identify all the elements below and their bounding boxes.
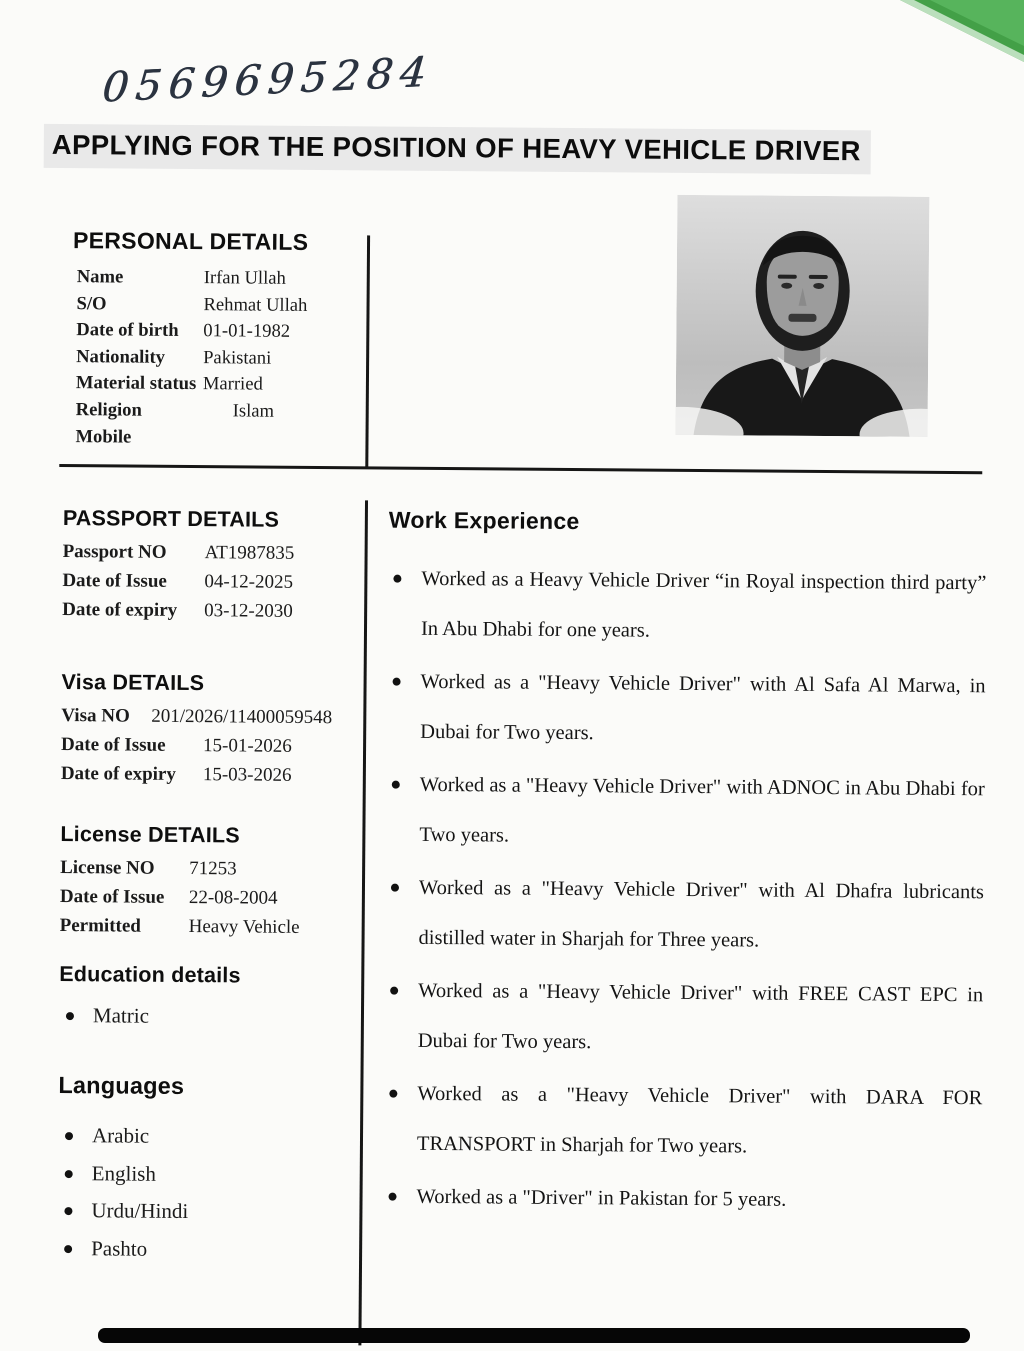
visa-details-section bbox=[61, 670, 374, 791]
field-row-license-permitted bbox=[60, 912, 372, 943]
horizontal-divider bbox=[59, 464, 982, 474]
document-title-text: APPLYING FOR THE POSITION OF HEAVY VEHICLE DRIVER bbox=[44, 124, 871, 174]
field-value: AT1987835 bbox=[204, 539, 294, 569]
education-item: Matric bbox=[59, 997, 371, 1037]
work-experience-heading: Work Experience bbox=[389, 507, 987, 539]
field-row-mobile bbox=[75, 424, 375, 453]
field-label: Date of Issue bbox=[62, 567, 204, 597]
work-experience-list bbox=[381, 554, 986, 1227]
work-experience-item: Worked as a "Heavy Vehicle Driver" with FREE CAST EPC in Dubai for Two years. bbox=[383, 966, 984, 1071]
field-row-visa-expiry bbox=[61, 760, 373, 791]
passport-details-section bbox=[62, 506, 375, 627]
license-details-heading: License DETAILS bbox=[60, 822, 372, 849]
right-brow bbox=[809, 275, 828, 279]
visa-details-heading: Visa DETAILS bbox=[61, 670, 373, 697]
scan-corner-artifact bbox=[900, 0, 1024, 62]
work-experience-item: Worked as a "Heavy Vehicle Driver" with DARA FOR TRANSPORT in Sharjah for Two years. bbox=[382, 1069, 983, 1174]
field-value: 03-12-2030 bbox=[204, 597, 293, 626]
field-value: Married bbox=[203, 372, 263, 399]
document-title bbox=[44, 124, 871, 174]
field-value: Pakistani bbox=[203, 345, 271, 372]
language-item: Pashto bbox=[57, 1230, 369, 1270]
field-value: Irfan Ullah bbox=[204, 265, 286, 292]
handwritten-phone-number: 0569695284 bbox=[100, 48, 435, 112]
scan-corner-graphic bbox=[900, 0, 1024, 62]
languages-section bbox=[57, 1072, 371, 1269]
applicant-photo bbox=[676, 195, 930, 437]
languages-heading: Languages bbox=[58, 1072, 370, 1101]
field-label: Visa NO bbox=[61, 702, 151, 732]
language-item: Urdu/Hindi bbox=[57, 1192, 369, 1232]
scan-edge-artifact bbox=[98, 1328, 970, 1343]
field-label: Date of birth bbox=[76, 317, 203, 345]
field-value: 201/2026/11400059548 bbox=[151, 703, 332, 733]
passport-details-heading: PASSPORT DETAILS bbox=[63, 506, 375, 533]
field-value: 71253 bbox=[189, 855, 237, 884]
field-row-visa-no bbox=[61, 702, 373, 733]
mustache bbox=[788, 314, 816, 322]
field-label: S/O bbox=[76, 291, 203, 319]
field-label: License NO bbox=[60, 854, 189, 884]
work-experience-item: Worked as a "Heavy Vehicle Driver" with Al Safa Al Marwa, in Dubai for Two years. bbox=[385, 657, 986, 762]
field-label: Mobile bbox=[75, 424, 202, 452]
field-label: Name bbox=[77, 264, 204, 292]
field-row-license-issue bbox=[60, 883, 372, 914]
field-label: Religion bbox=[76, 397, 203, 425]
field-row-passport-issue bbox=[62, 567, 374, 598]
field-value: 01-01-1982 bbox=[203, 318, 290, 345]
field-label: Passport NO bbox=[62, 538, 204, 568]
personal-details-heading: PERSONAL DETAILS bbox=[73, 227, 308, 256]
field-value: 22-08-2004 bbox=[189, 884, 278, 913]
field-row-marital-status bbox=[76, 371, 376, 400]
work-experience-item: Worked as a Heavy Vehicle Driver “in Royal inspection third party” In Abu Dhabi for one years. bbox=[386, 554, 987, 659]
field-row-visa-issue bbox=[61, 731, 373, 762]
language-item: English bbox=[58, 1155, 370, 1195]
left-brow bbox=[778, 275, 797, 279]
field-value: 15-03-2026 bbox=[203, 761, 292, 790]
field-row-passport-no bbox=[62, 538, 374, 569]
field-row-passport-expiry bbox=[62, 596, 374, 627]
field-label: Date of expiry bbox=[62, 596, 204, 626]
field-row-religion bbox=[76, 397, 376, 426]
field-label: Date of expiry bbox=[61, 760, 203, 790]
field-label: Permitted bbox=[60, 912, 189, 942]
work-experience-item: Worked as a "Heavy Vehicle Driver" with Al Dhafra lubricants distilled water in Sharjah for Three years. bbox=[383, 863, 984, 968]
language-item: Arabic bbox=[58, 1117, 370, 1157]
field-label: Nationality bbox=[76, 344, 203, 372]
field-row-nationality bbox=[76, 344, 376, 373]
license-details-section bbox=[60, 822, 373, 943]
work-experience-item: Worked as a "Heavy Vehicle Driver" with ADNOC in Abu Dhabi for Two years. bbox=[384, 760, 985, 865]
work-experience-item: Worked as a "Driver" in Pakistan for 5 years. bbox=[381, 1172, 981, 1227]
languages-list bbox=[57, 1117, 370, 1269]
field-value: Islam bbox=[233, 398, 275, 425]
field-row-dob bbox=[76, 317, 376, 346]
education-heading: Education details bbox=[59, 962, 371, 989]
personal-details-fields bbox=[75, 264, 376, 453]
applicant-photo-graphic bbox=[676, 195, 930, 437]
field-value: 15-01-2026 bbox=[203, 732, 292, 761]
field-row-name bbox=[77, 264, 377, 293]
field-label: Date of Issue bbox=[60, 883, 189, 913]
field-row-so bbox=[76, 291, 376, 320]
field-value: 04-12-2025 bbox=[204, 568, 293, 597]
education-section bbox=[59, 962, 372, 1037]
education-list bbox=[59, 997, 371, 1037]
field-value: Heavy Vehicle bbox=[189, 913, 300, 943]
field-row-license-no bbox=[60, 854, 372, 885]
field-label: Date of Issue bbox=[61, 731, 203, 761]
work-experience-section bbox=[381, 507, 987, 1230]
field-value: Rehmat Ullah bbox=[203, 292, 307, 319]
field-label: Material status bbox=[76, 371, 203, 399]
